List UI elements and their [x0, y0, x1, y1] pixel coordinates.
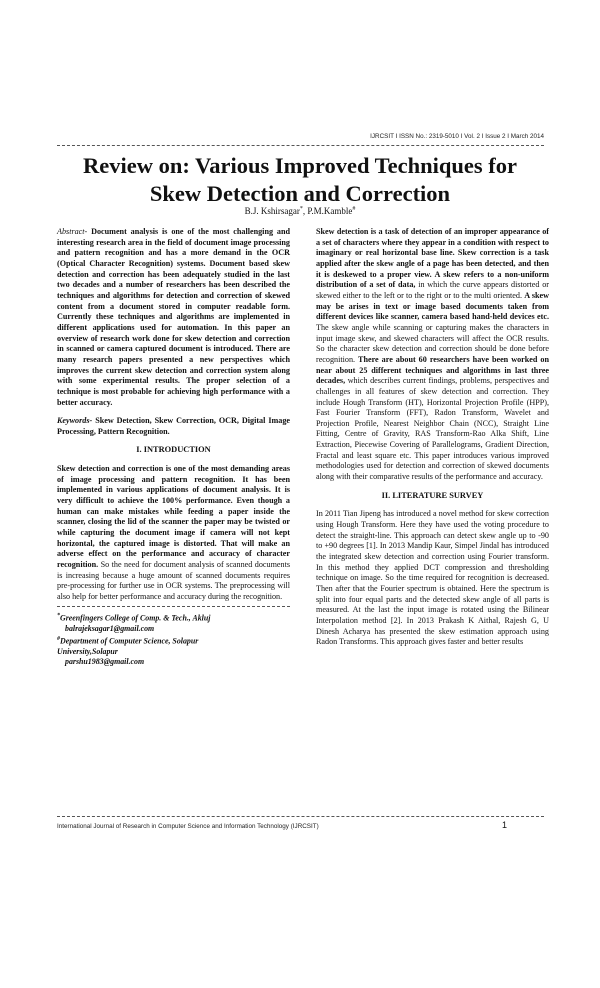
author-separator: , [302, 206, 308, 216]
abstract-label: Abstract- [57, 227, 88, 236]
title-line-1: Review on: Various Improved Techniques for [82, 153, 517, 178]
introduction-bold: Skew detection and correction is one of the most demanding areas of image processing and pattern recognition. It has been implemented in various applications of document analysis. It is very difficult to achieve the 100% performance. Even though a human can make mistakes while feeding a paper inside the scanner, closing the lid of the scanner the paper may be twisted or while capturing the document image if camera will not kept horizontal, the captured image is distorted. That will make an adverse effect on the performance and accuracy of character recognition. [57, 464, 290, 570]
text-bold-b: A skew may be arises in text or image based documents taken from different devices like scanner, camera based hand-held devices etc. [316, 290, 549, 322]
footer-rule [57, 816, 544, 817]
affiliation-2-email: parshu1983@gmail.com [65, 657, 145, 667]
left-column [57, 227, 290, 667]
keywords-text: Skew Detection, Skew Correction, OCR, Digital Image Processing, Pattern Recognition. [57, 416, 290, 436]
affiliation-1-text: Greenfingers College of Comp. & Tech., Akluj [60, 613, 211, 623]
affiliation-2-line-2: University,Solapur [57, 646, 118, 656]
section-heading-introduction: I. INTRODUCTION [136, 445, 211, 455]
text-bold-a: Skew detection is a task of detection of an improper appearance of a set of characters where they appear in a condition with respect to imaginary or real horizontal base line. Skew correction is a task applied after the skew angle of a page has been detected, and then it is deskewed to a proper view. A skew refers to a non-uniform distribution of a set of data, [316, 227, 549, 290]
affiliation-2-mark: # [57, 635, 60, 642]
introduction-normal: So the need for document analysis of scanned documents is increasing because a huge amount of scanned documents requires pre-processing for further use in OCR systems. The preprocessing will also help for better performance and accuracy during the recognition. [57, 560, 290, 601]
affiliation-2 [57, 634, 290, 647]
title-line-2: Skew Detection and Correction [149, 181, 451, 206]
footnote-rule [57, 606, 290, 607]
text-bold-c: There are about 60 researchers have been worked on near about 25 different techniques and algorithms in last three decades, [316, 354, 549, 386]
affiliations [57, 611, 290, 668]
affiliation-1-email: balrajeksagar1@gmail.com [65, 623, 155, 633]
page-number: 1 [502, 820, 508, 830]
abstract-text: Document analysis is one of the most challenging and interesting research area in the field of document image processing and pattern recognition and has a more demand in the OCR (Optical Character Recognition) systems. Document based skew detection and correction has been adequately studied in the last two decades and a number of researchers has been described the techniques and algorithms for detection and correction of skewed content from a document stored in computer readable form. Currently these techniques and algorithms are implemented in different applications used for automation. In this paper an overview of research work done for skew detection and correction in scanned or camera captured document is introduced. There are many research papers presented a new perspectives which improves the current skew detection and correction system along with some experimental results. The proper selection of a technique is most probable for achieving high performance with a better accuracy. [57, 227, 290, 407]
header-rule [57, 145, 544, 146]
intro-continued-paragraph [316, 227, 549, 483]
author-2-mark: # [352, 206, 356, 212]
text-normal-a: in which the curve appears distorted or skewed either to the left or to the right or to the multi oriented. [316, 280, 549, 300]
affiliation-2-text: Department of Computer Science, Solapur [60, 636, 199, 646]
text-normal-c: which describes current findings, problems, perspectives and challenges in all features of skew detection and correction. They include Hough Transform (HT), Horizontal Projection Profile (HPP), Fast Fourier Transform (FFT), Radon Transform, Wavelet and Projection Profile, Nearest Neighbor Chain (NCC), Straight Line Fitting, Centre of Gravity, RAS Transform-Rao Alka Shift, Line Extraction, Piecewise Covering of Parallelograms, Gradient Direction, Fractal and least square etc. This paper introduces various improved methodologies used for detection and correction of skewed documents along with their comparative results of the performance and accuracy. [316, 376, 549, 482]
introduction-paragraph [57, 464, 290, 603]
journal-footer: International Journal of Research in Computer Science and Information Technology (IJRCSIT) [57, 823, 319, 830]
author-2: P.M.Kamble [307, 206, 353, 216]
keywords-label: Keywords- [57, 416, 93, 426]
abstract [57, 227, 290, 408]
paper-title [40, 152, 560, 208]
running-head: IJRCSIT I ISSN No.: 2319-5010 I Vol. 2 I Issue 2 I March 2014 [370, 133, 544, 140]
keywords [57, 416, 290, 437]
text-normal-b: The skew angle while scanning or capturing makes the characters in input image skew, and skewed characters will affect the OCR results. So the character skew detection and correction should be done before recognition. [316, 322, 549, 364]
literature-paragraph: In 2011 Tian Jipeng has introduced a novel method for skew correction using Hough Transform. Here they have used the voting procedure to detect the straight-line. This approach can detect skew angle up to -90 to +90 degrees [1]. In 2013 Mandip Kaur, Simpel Jindal has introduced the integrated skew detection and correction using Fourier transform. In this method they applied DCT compression and thresholding technique on image. So the time required for recognition is decreased. Then after that the Fourier spectrum is obtained. Here the spectrum is split into four equal parts and the detected skew angle of all parts is measured. At the last the input image is rotated using the Bilinear Interpolation method [2]. In 2013 Prakash K Aithal, Rajesh G, U Dinesh Acharya has presented the skew estimation approach using Radon Transforms. This approach gives faster and better results [316, 509, 549, 647]
affiliation-1 [57, 611, 290, 624]
right-column [316, 227, 549, 648]
affiliation-1-mark: * [57, 612, 60, 619]
authors [40, 206, 560, 216]
section-heading-literature-survey: II. LITERATURE SURVEY [381, 490, 484, 500]
author-1-mark: * [299, 206, 303, 212]
author-1: B.J. Kshirsagar [244, 206, 300, 216]
